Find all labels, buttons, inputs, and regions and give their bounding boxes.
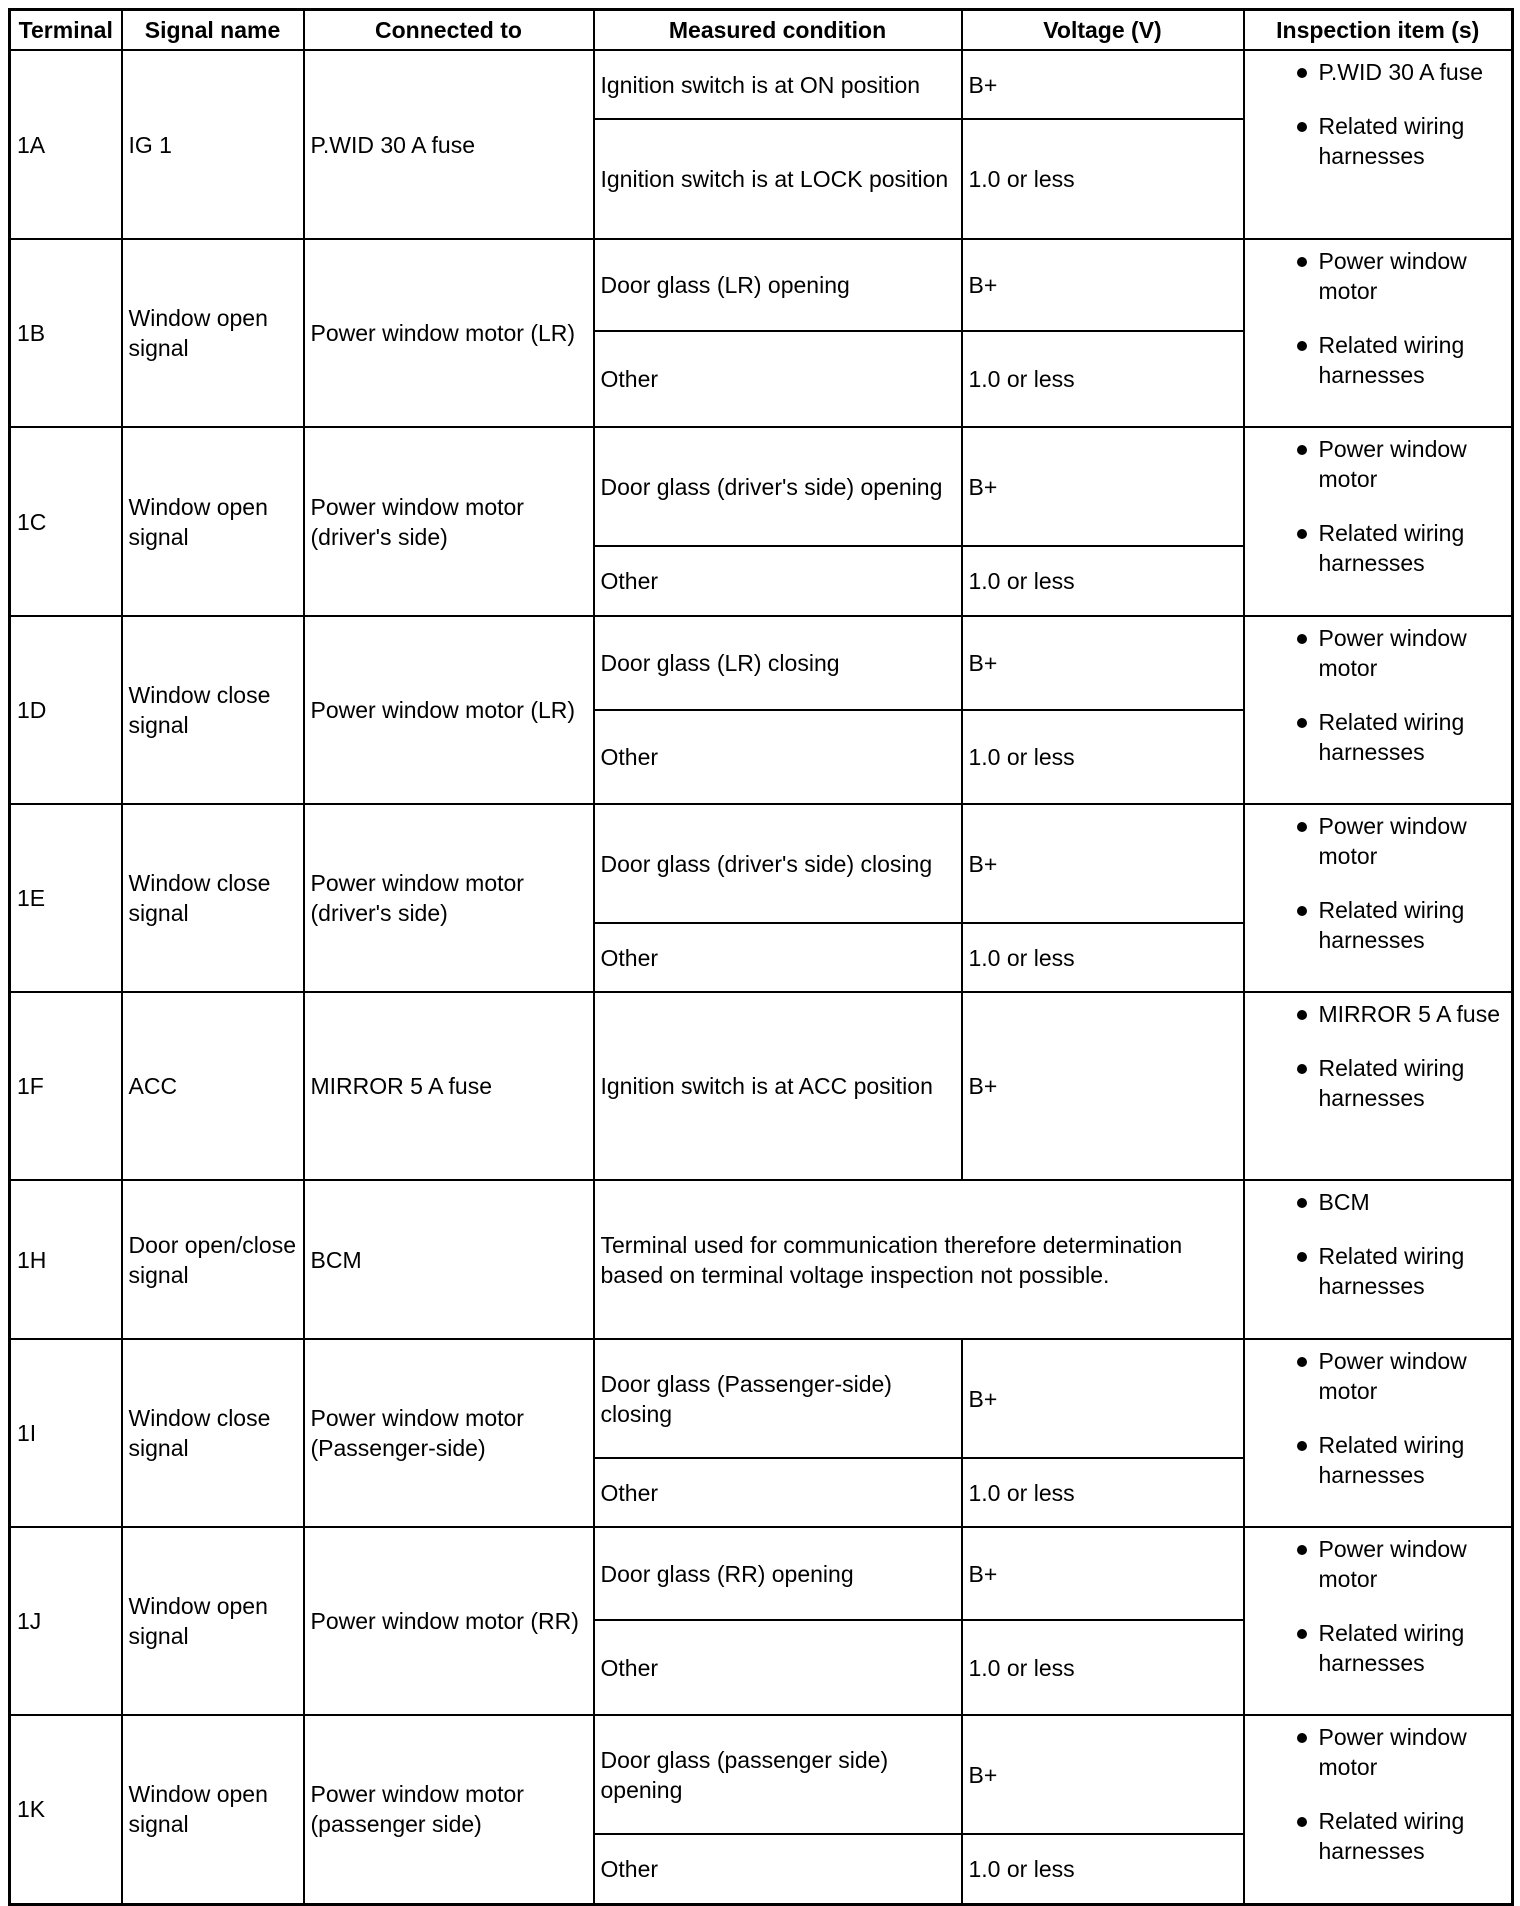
condition-cell: Ignition switch is at ACC position: [594, 992, 962, 1180]
header-signal-name: Signal name: [122, 10, 304, 51]
list-item: Related wiring harnesses: [1251, 895, 1506, 955]
inspection-list: [1251, 434, 1506, 578]
list-item: Power window motor: [1251, 246, 1506, 306]
bullet-icon: [1297, 1817, 1307, 1827]
terminal-cell: 1F: [10, 992, 122, 1180]
list-item: BCM: [1251, 1187, 1506, 1217]
table-row: [10, 1180, 1513, 1339]
signal-name-cell: Window open signal: [122, 239, 304, 427]
bullet-icon: [1297, 1545, 1307, 1555]
header-inspection-items: Inspection item (s): [1244, 10, 1513, 51]
bullet-icon: [1297, 718, 1307, 728]
condition-cell: Door glass (driver's side) opening: [594, 427, 962, 546]
list-item: Power window motor: [1251, 1722, 1506, 1782]
voltage-cell: B+: [962, 239, 1244, 331]
list-item: Related wiring harnesses: [1251, 1241, 1506, 1301]
condition-cell: Ignition switch is at LOCK position: [594, 119, 962, 239]
signal-name-cell: Window close signal: [122, 804, 304, 992]
inspection-cell: [1244, 804, 1513, 992]
bullet-icon: [1297, 122, 1307, 132]
terminal-cell: 1C: [10, 427, 122, 616]
bullet-icon: [1297, 1733, 1307, 1743]
list-item: Related wiring harnesses: [1251, 518, 1506, 578]
voltage-cell: B+: [962, 50, 1244, 119]
signal-name-cell: Door open/close signal: [122, 1180, 304, 1339]
voltage-cell: B+: [962, 616, 1244, 710]
table-row: [10, 427, 1513, 546]
terminal-cell: 1J: [10, 1527, 122, 1715]
condition-cell: Door glass (Passenger-side) closing: [594, 1339, 962, 1458]
connected-to-cell: Power window motor (RR): [304, 1527, 594, 1715]
condition-cell: Other: [594, 1834, 962, 1904]
connected-to-cell: Power window motor (LR): [304, 616, 594, 804]
voltage-cell: B+: [962, 1715, 1244, 1834]
signal-name-cell: Window open signal: [122, 427, 304, 616]
bullet-icon: [1297, 1252, 1307, 1262]
bullet-icon: [1297, 1198, 1307, 1208]
table-row: [10, 616, 1513, 710]
bullet-icon: [1297, 68, 1307, 78]
voltage-cell: 1.0 or less: [962, 546, 1244, 616]
inspection-list: [1251, 1346, 1506, 1490]
condition-cell: Other: [594, 1458, 962, 1527]
inspection-cell: [1244, 1339, 1513, 1527]
connected-to-cell: Power window motor (Passenger-side): [304, 1339, 594, 1527]
voltage-cell: 1.0 or less: [962, 710, 1244, 804]
table-row: [10, 50, 1513, 119]
voltage-cell: 1.0 or less: [962, 923, 1244, 992]
table-row: [10, 1339, 1513, 1458]
inspection-cell: [1244, 616, 1513, 804]
list-item: Related wiring harnesses: [1251, 330, 1506, 390]
bullet-icon: [1297, 257, 1307, 267]
list-item: Power window motor: [1251, 623, 1506, 683]
voltage-cell: B+: [962, 1527, 1244, 1620]
voltage-cell: B+: [962, 992, 1244, 1180]
inspection-cell: [1244, 1715, 1513, 1904]
connected-to-cell: MIRROR 5 A fuse: [304, 992, 594, 1180]
signal-name-cell: Window open signal: [122, 1715, 304, 1904]
list-item: Power window motor: [1251, 1534, 1506, 1594]
condition-cell: Other: [594, 546, 962, 616]
list-item: Power window motor: [1251, 811, 1506, 871]
condition-cell: Other: [594, 331, 962, 427]
list-item: Power window motor: [1251, 434, 1506, 494]
voltage-cell: 1.0 or less: [962, 119, 1244, 239]
voltage-cell: 1.0 or less: [962, 1620, 1244, 1715]
connected-to-cell: Power window motor (driver's side): [304, 804, 594, 992]
table-row: [10, 804, 1513, 923]
list-item: Power window motor: [1251, 1346, 1506, 1406]
list-item: Related wiring harnesses: [1251, 1053, 1506, 1113]
terminal-cell: 1A: [10, 50, 122, 239]
inspection-list: [1251, 811, 1506, 955]
condition-cell: Other: [594, 923, 962, 992]
header-row: [10, 10, 1513, 51]
list-item: P.WID 30 A fuse: [1251, 57, 1506, 87]
inspection-cell: [1244, 50, 1513, 239]
inspection-list: [1251, 1187, 1506, 1301]
inspection-cell: [1244, 992, 1513, 1180]
bullet-icon: [1297, 1629, 1307, 1639]
table-row: [10, 1715, 1513, 1834]
signal-name-cell: Window open signal: [122, 1527, 304, 1715]
inspection-cell: [1244, 427, 1513, 616]
bullet-icon: [1297, 906, 1307, 916]
connected-to-cell: P.WID 30 A fuse: [304, 50, 594, 239]
bullet-icon: [1297, 341, 1307, 351]
terminal-cell: 1D: [10, 616, 122, 804]
signal-name-cell: IG 1: [122, 50, 304, 239]
bullet-icon: [1297, 1441, 1307, 1451]
inspection-list: [1251, 1534, 1506, 1678]
terminal-cell: 1K: [10, 1715, 122, 1904]
table-row: [10, 992, 1513, 1180]
inspection-list: [1251, 1722, 1506, 1866]
list-item: Related wiring harnesses: [1251, 1430, 1506, 1490]
signal-name-cell: Window close signal: [122, 1339, 304, 1527]
condition-cell: Ignition switch is at ON position: [594, 50, 962, 119]
inspection-cell: [1244, 239, 1513, 427]
list-item: MIRROR 5 A fuse: [1251, 999, 1506, 1029]
table-row: [10, 1527, 1513, 1620]
bullet-icon: [1297, 634, 1307, 644]
terminal-cell: 1B: [10, 239, 122, 427]
voltage-cell: B+: [962, 1339, 1244, 1458]
inspection-list: [1251, 57, 1506, 171]
inspection-cell: [1244, 1527, 1513, 1715]
condition-cell: Other: [594, 710, 962, 804]
voltage-cell: 1.0 or less: [962, 1834, 1244, 1904]
voltage-cell: 1.0 or less: [962, 1458, 1244, 1527]
list-item: Related wiring harnesses: [1251, 111, 1506, 171]
terminal-voltage-table: [8, 8, 1514, 1906]
condition-cell: Door glass (passenger side) opening: [594, 1715, 962, 1834]
list-item: Related wiring harnesses: [1251, 1806, 1506, 1866]
inspection-list: [1251, 999, 1506, 1113]
terminal-cell: 1H: [10, 1180, 122, 1339]
terminal-cell: 1E: [10, 804, 122, 992]
inspection-list: [1251, 623, 1506, 767]
table-row: [10, 239, 1513, 331]
bullet-icon: [1297, 529, 1307, 539]
bullet-icon: [1297, 1357, 1307, 1367]
condition-cell: Door glass (driver's side) closing: [594, 804, 962, 923]
voltage-cell: B+: [962, 804, 1244, 923]
bullet-icon: [1297, 822, 1307, 832]
signal-name-cell: ACC: [122, 992, 304, 1180]
voltage-cell: 1.0 or less: [962, 331, 1244, 427]
header-connected-to: Connected to: [304, 10, 594, 51]
condition-cell: Door glass (LR) opening: [594, 239, 962, 331]
connected-to-cell: BCM: [304, 1180, 594, 1339]
inspection-list: [1251, 246, 1506, 390]
voltage-cell: B+: [962, 427, 1244, 546]
inspection-cell: [1244, 1180, 1513, 1339]
signal-name-cell: Window close signal: [122, 616, 304, 804]
bullet-icon: [1297, 445, 1307, 455]
header-terminal: Terminal: [10, 10, 122, 51]
list-item: Related wiring harnesses: [1251, 707, 1506, 767]
terminal-cell: 1I: [10, 1339, 122, 1527]
condition-cell: Door glass (LR) closing: [594, 616, 962, 710]
list-item: Related wiring harnesses: [1251, 1618, 1506, 1678]
header-measured-condition: Measured condition: [594, 10, 962, 51]
communication-note-cell: Terminal used for communication therefore determination based on terminal voltage inspection not possible.: [594, 1180, 1244, 1339]
bullet-icon: [1297, 1064, 1307, 1074]
connected-to-cell: Power window motor (driver's side): [304, 427, 594, 616]
connected-to-cell: Power window motor (LR): [304, 239, 594, 427]
bullet-icon: [1297, 1010, 1307, 1020]
header-voltage: Voltage (V): [962, 10, 1244, 51]
connected-to-cell: Power window motor (passenger side): [304, 1715, 594, 1904]
condition-cell: Other: [594, 1620, 962, 1715]
condition-cell: Door glass (RR) opening: [594, 1527, 962, 1620]
